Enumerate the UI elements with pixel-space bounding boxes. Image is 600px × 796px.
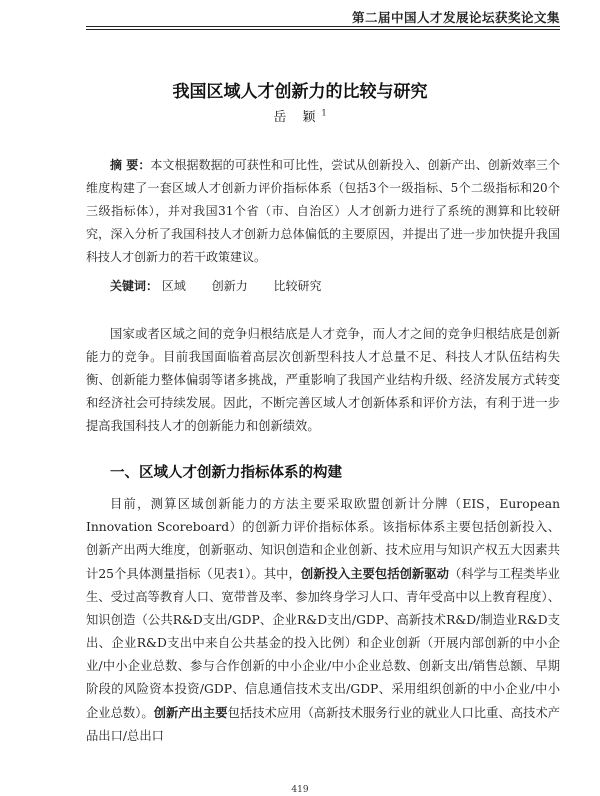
header-rule-bottom	[86, 29, 560, 30]
keywords	[110, 276, 560, 296]
page-number: 419	[291, 785, 309, 795]
section-text-c: 包括技术应用（高新技术服务行业的就业人口比重、高技术产品出口/总出口	[86, 706, 560, 743]
running-head: 第二届中国人才发展论坛获奖论文集	[351, 10, 560, 25]
keyword-item: 创新力	[211, 279, 248, 293]
header-rule-top	[86, 26, 560, 27]
abstract-label: 摘 要：	[110, 158, 151, 172]
author-footnote-marker: 1	[321, 108, 327, 118]
keyword-item: 区域	[161, 279, 186, 293]
section-text-b: （科学与工程类毕业生、受过高等教育人口、宽带普及率、参加终身学习人口、青年受高中以上教育程度）、知识创造（公共R&D支出/GDP、企业R&D支出/GDP、高新技术R&D/制造业R&D支出、企业R&D支出中来自公共基金的投入比例）和企业创新（开展内部创新的中小企业/中小企业总数、参与合作创新的中小企业/中小企业总数、创新支出/销售总额、早期阶段的风险资本投资/GDP、信息通信技术支出/GDP、采用组织创新的中小企业/中小企业总数）。	[86, 567, 560, 720]
section-text-a: 目前，测算区域创新能力的方法主要采取欧盟创新计分牌（EIS，European Innovation Scoreboard）的创新力评价指标体系。该指标体系主要包括创新投入、创新产出两大维度，创新驱动、知识创造和企业创新、技术应用与知识产权五大因素共计25个具体测量指标（见表1）。其中，	[86, 497, 560, 581]
keyword-item: 比较研究	[273, 279, 322, 293]
section-emphasis-2: 创新产出主要	[153, 705, 228, 720]
abstract-text: 本文根据数据的可获性和可比性，尝试从创新投入、创新产出、创新效率三个维度构建了一套区域人才创新力评价指标体系（包括3个一级指标、5个二级指标和20个三级指标体），并对我国31个省（市、自治区）人才创新力进行了系统的测算和比较研究，深入分析了我国科技人才创新力总体偏低的主要原因，并提出了进一步加快提升我国科技人才创新力的若干政策建议。	[86, 158, 560, 264]
section-paragraph	[86, 493, 560, 748]
author-name: 岳 颖	[273, 110, 322, 125]
intro-paragraph: 国家或者区域之间的竞争归根结底是人才竞争，而人才之间的竞争归根结底是创新能力的竞争。目前我国面临着高层次创新型科技人才总量不足、科技人才队伍结构失衡、创新能力整体偏弱等诸多挑战，严重影响了我国产业结构升级、经济发展方式转变和经济社会可持续发展。因此，不断完善区域人才创新体系和评价方法，有利于进一步提高我国科技人才的创新能力和创新绩效。	[86, 327, 560, 433]
author	[0, 106, 600, 125]
section-heading: 一、区域人才创新力指标体系的构建	[110, 465, 342, 481]
section-emphasis: 创新投入主要包括创新驱动	[300, 566, 449, 581]
abstract	[86, 154, 560, 269]
keywords-label: 关键词：	[110, 279, 159, 293]
page-title: 我国区域人才创新力的比较与研究	[172, 82, 428, 102]
